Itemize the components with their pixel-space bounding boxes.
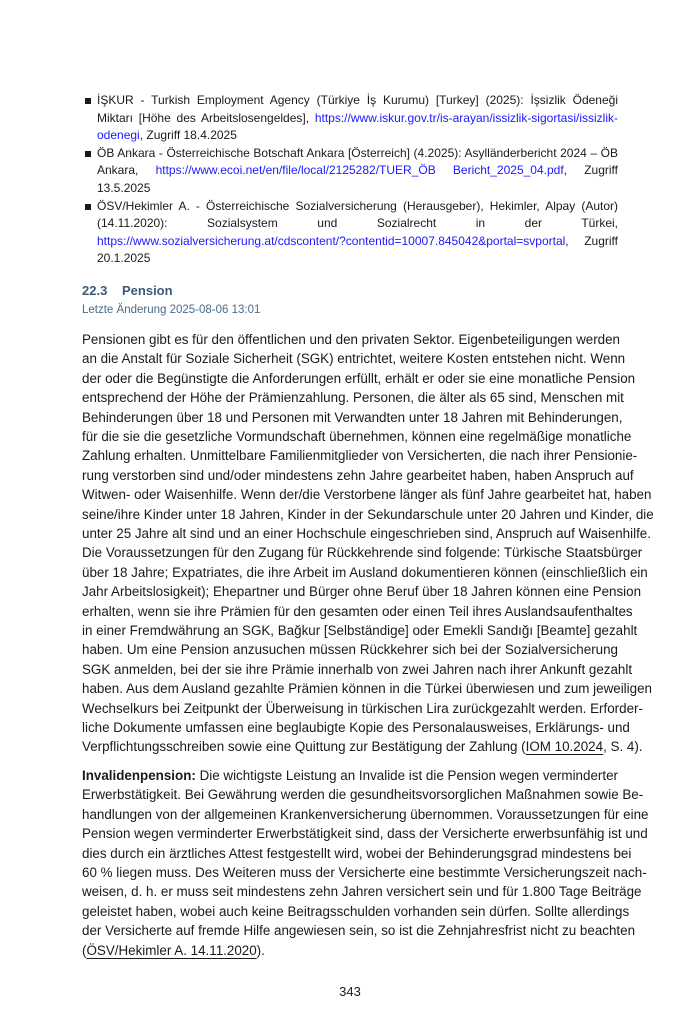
reference-link[interactable]: https://www.iskur.gov.tr/is-arayan/issizlik-sigortasi/issizlik-odenegi (97, 110, 618, 143)
reference-item (84, 145, 618, 198)
paragraph-pension (82, 330, 654, 757)
text-line: an die Anstalt für Soziale Sicherheit (SGK) entrichtet, weitere Kosten entstehen nicht. Wenn (82, 351, 626, 367)
section-number: 22.3 (82, 282, 108, 298)
reference-access-date: , Zugriff 18.4.2025 (139, 128, 237, 143)
reference-list (82, 92, 618, 268)
text-line: geleistet haben, wobei auch keine Beitragsschulden vorhanden sein dürfen. Sollte allerdings (82, 903, 630, 919)
page-number: 343 (339, 983, 361, 999)
reference-item (84, 198, 618, 268)
text-line: Zahlung erhalten. Unmittelbare Familienmitglieder von Versicherten, die nach ihrer Pensionie- (82, 448, 638, 464)
text-line: haben. Aus dem Ausland gezahlte Prämien können in die Türkei überwiesen und zum jeweiligen (82, 681, 652, 697)
text-line: unter 25 Jahre alt sind und an einer Hochschule eingeschrieben sind, Anspruch auf Waisenhilfe. (82, 526, 651, 541)
text-line: erhalten, wenn sie ihre Prämien für den gesamten oder einen Teil ihres Auslandsaufenthaltes (82, 603, 633, 619)
text-line: seine/ihre Kinder unter 18 Jahren, Kinder in der Sekundarschule unter 20 Jahren und Kinder, die (82, 506, 654, 522)
section-title: Pension (122, 282, 173, 298)
text-line: liche Dokumente umfassen eine beglaubigte Kopie des Personalausweises, Erklärungs- und (82, 720, 630, 736)
text-line: rung verstorben sind und/oder mindestens zehn Jahre gearbeitet haben, haben Anspruch auf (82, 467, 634, 483)
text-line: Jahr Arbeitslosigkeit); Ehepartner und Bürger ohne Beruf über 18 Jahren können eine Pension (82, 584, 642, 600)
text-line: weisen, d. h. er muss seit mindestens zehn Jahren versichert sein und für 1.800 Tage Beiträge (82, 884, 642, 900)
text-segment: Verpflichtungsschreiben sowie eine Quittung zur Bestätigung der Zahlung ( (82, 739, 526, 755)
reference-text: ÖB Ankara - Österreichische Botschaft Ankara [Österreich] (4.2025): Asylländerbericht 2024 – ÖB Ankara, (97, 145, 618, 178)
text-segment: Die wichtigste Leistung an Invalide ist die Pension wegen verminderter (195, 767, 618, 783)
text-line: über 18 Jahre; Expatriates, die ihre Arbeit im Ausland dokumentieren können (einschließlich ein (82, 564, 648, 580)
text-line: entsprechend der Höhe der Prämienzahlung. Personen, die älter als 65 sind, Menschen mit (82, 390, 624, 406)
text-line (82, 737, 643, 756)
reference-link[interactable]: https://www.ecoi.net/en/file/local/2125282/TUER_ÖB Bericht_2025_04.pdf (155, 163, 564, 178)
text-line: dies durch ein ärztliches Attest festgestellt wird, wobei der Behinderungsgrad mindestens bei (82, 845, 632, 861)
paragraph-invalidenpension (82, 766, 649, 960)
text-line: haben. Um eine Pension anzusuchen müssen Rückkehrer sich bei der Sozialversicherung (82, 642, 618, 658)
text-line: der Versicherte auf fremde Hilfe angewiesen sein, so ist die Zehnjahresfrist nicht zu beachten (82, 923, 636, 939)
text-line: Die Voraussetzungen für den Zugang für Rückkehrende sind folgende: Türkische Staatsbürger (82, 545, 643, 561)
text-line: Pension wegen verminderter Erwerbstätigkeit sind, dass der Versicherte erwerbsunfähig ist und (82, 826, 648, 842)
citation-link[interactable]: IOM 10.2024 (525, 739, 604, 755)
section-heading (82, 282, 618, 299)
text-segment: , S. 4). (603, 739, 643, 755)
text-line (82, 766, 618, 785)
bullet-icon (85, 204, 91, 210)
reference-access-date: , Zugriff 13.5.2025 (97, 163, 618, 195)
text-line: SGK anmelden, bei der sie ihre Prämie innerhalb von zwei Jahren nach ihrer Ankunft gezahlt (82, 661, 633, 677)
reference-item (84, 92, 618, 145)
text-line: Pensionen gibt es für den öffentlichen und den privaten Sektor. Eigenbeteiligungen werden (82, 331, 620, 347)
text-line: Behinderungen über 18 und Personen mit Verwandten unter 18 Jahren mit Behinderungen, (82, 409, 623, 425)
text-line: der oder die Begünstigte die Anforderungen erfüllt, erhält er oder sie eine monatliche Pension (82, 370, 636, 386)
text-line: Erwerbstätigkeit. Bei Gewährung werden die gesundheitsvorsorglichen Maßnahmen sowie Be- (82, 787, 644, 803)
text-segment: ( (82, 942, 87, 958)
reference-text: ÖSV/Hekimler A. - Österreichische Sozialversicherung (Herausgeber), Hekimler, Alpay (Autor) (14.11.2020): Sozialsystem und Sozialrecht in der Türkei, (97, 198, 618, 231)
text-line: 60 % liegen muss. Des Weiteren muss der Versicherte eine bestimmte Versicherungszeit nach- (82, 864, 647, 880)
text-line: Witwen- oder Waisenhilfe. Wenn der/die Verstorbene länger als fünf Jahre gearbeitet hat, haben (82, 487, 652, 503)
text-line: Wechselkurs bei Zeitpunkt der Überweisung in türkischen Lira zurückgezahlt werden. Erforder- (82, 700, 643, 716)
text-line: handlungen von der allgemeinen Krankenversicherung übernommen. Voraussetzungen für eine (82, 806, 649, 822)
text-segment: ). (256, 942, 265, 958)
paragraph-label: Invalidenpension: (82, 767, 196, 783)
bullet-icon (85, 98, 91, 104)
reference-link[interactable]: https://www.sozialversicherung.at/cdscontent/?contentid=10007.845042&portal=svportal (97, 233, 566, 248)
text-line: für die sie die gesetzliche Vormundschaft übernehmen, können eine regelmäßige monatliche (82, 428, 632, 444)
bullet-icon (85, 151, 91, 157)
reference-text: İŞKUR - Turkish Employment Agency (Türkiye İş Kurumu) [Turkey] (2025): İşsizlik Ödeneği Miktarı [Höhe des Arbeitslosengeldes], (97, 93, 618, 125)
citation-link[interactable]: ÖSV/Hekimler A. 14.11.2020 (86, 942, 257, 958)
last-modified: Letzte Änderung 2025-08-06 13:01 (82, 303, 261, 316)
text-line: in einer Fremdwährung an SGK, Bağkur [Selbständige] oder Emekli Sandığı [Beamte] gezahlt (82, 623, 638, 639)
reference-access-date: , Zugriff 20.1.2025 (97, 233, 618, 266)
text-line (82, 941, 618, 960)
